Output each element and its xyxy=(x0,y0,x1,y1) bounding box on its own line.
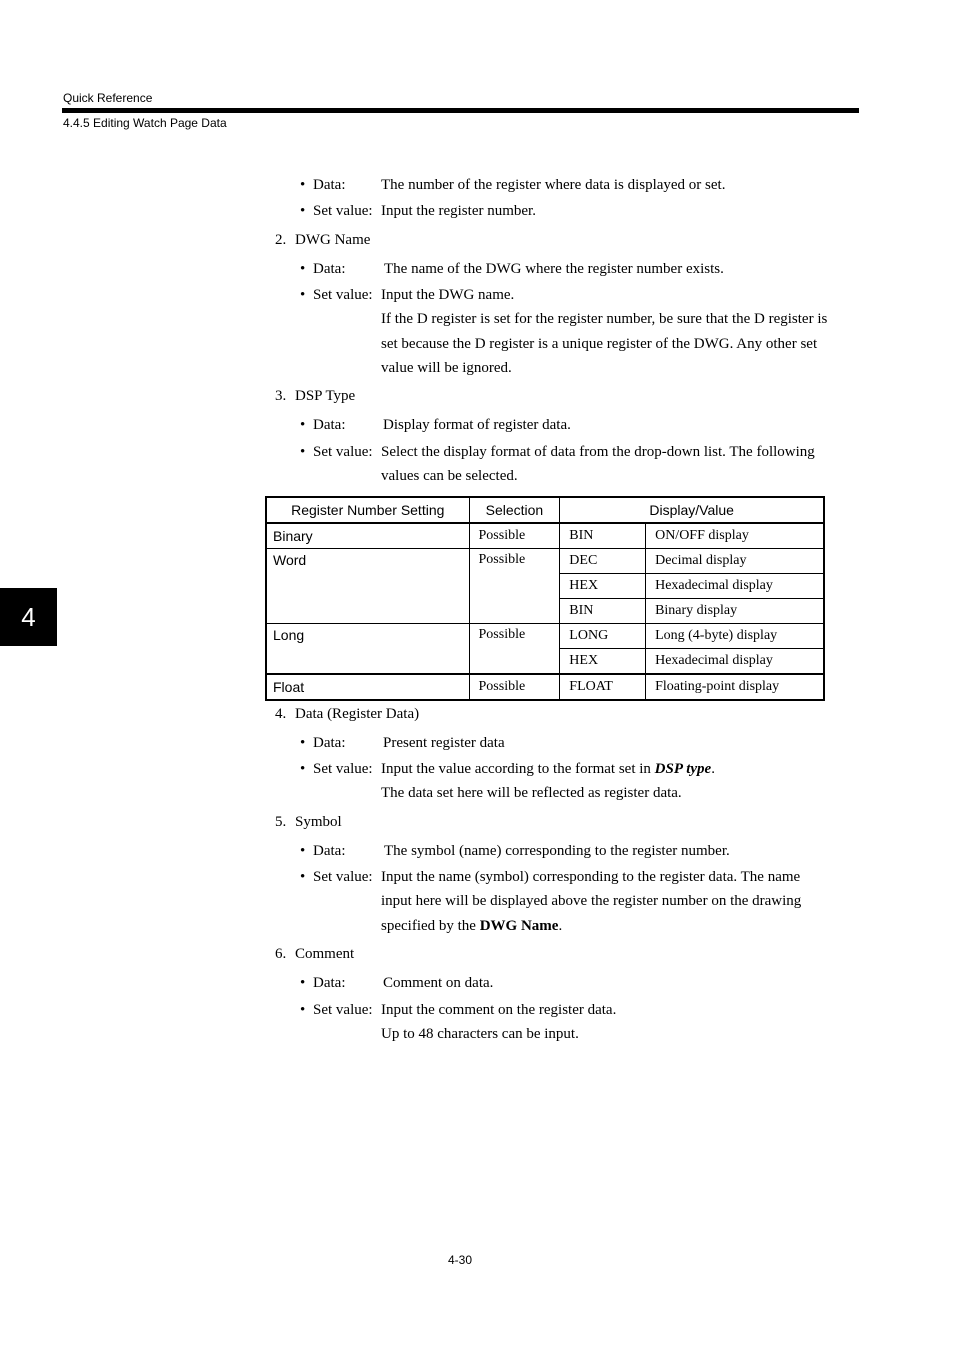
table-row xyxy=(266,523,824,549)
data-label: Data: xyxy=(313,735,346,751)
dsp-type-table xyxy=(265,496,825,701)
table-row xyxy=(266,674,824,700)
table-cell-display: Floating-point display xyxy=(646,674,824,700)
dwg-name-emphasis: DWG Name xyxy=(479,918,559,934)
data-text: Present register data xyxy=(383,735,505,751)
data-label: Data: xyxy=(313,177,346,193)
bullet: • xyxy=(300,417,306,433)
bullet: • xyxy=(300,287,306,303)
data-text: Display format of register data. xyxy=(383,417,571,433)
data-text: The symbol (name) corresponding to the register number. xyxy=(384,843,730,859)
table-cell-setting: Word xyxy=(266,549,469,624)
item-title: Data (Register Data) xyxy=(295,706,420,722)
data-label: Data: xyxy=(313,975,346,991)
bullet: • xyxy=(300,735,306,751)
item-number: 6. xyxy=(275,946,287,962)
item-title: Symbol xyxy=(295,814,342,830)
set-label: Set value: xyxy=(313,203,373,219)
bullet: • xyxy=(300,444,306,460)
table-cell-display: Long (4-byte) display xyxy=(646,624,824,649)
bullet: • xyxy=(300,203,306,219)
header-section: 4.4.5 Editing Watch Page Data xyxy=(63,116,227,130)
item-title: DSP Type xyxy=(295,388,356,404)
item-title: DWG Name xyxy=(295,232,371,248)
table-cell-selection: Possible xyxy=(469,624,560,675)
table-row xyxy=(266,549,824,574)
bullet: • xyxy=(300,177,306,193)
set-text-post: . xyxy=(558,918,563,934)
table-cell-code: BIN xyxy=(560,523,646,549)
data-label: Data: xyxy=(313,843,346,859)
set-text: Select the display format of data from the drop-down list. The following xyxy=(381,444,815,460)
set-text-pre: Input the value according to the format set in xyxy=(381,761,655,777)
bullet: • xyxy=(300,869,306,885)
note-line: If the D register is set for the register number, be sure that the D register is xyxy=(381,311,828,327)
note-line: set because the D register is a unique register of the DWG. Any other set xyxy=(381,336,818,352)
set-text: Input the DWG name. xyxy=(381,287,515,303)
table-cell-display: Binary display xyxy=(646,599,824,624)
set-text xyxy=(381,917,562,935)
bullet: • xyxy=(300,261,306,277)
set-text-pre: specified by the xyxy=(381,918,480,934)
set-label: Set value: xyxy=(313,444,373,460)
table-header: Display/Value xyxy=(560,497,824,523)
table-header-row xyxy=(266,497,824,523)
data-label: Data: xyxy=(313,261,346,277)
header-title: Quick Reference xyxy=(63,91,153,105)
table-cell-setting: Binary xyxy=(266,523,469,549)
table-cell-code: BIN xyxy=(560,599,646,624)
table-cell-selection: Possible xyxy=(469,549,560,624)
set-text-post: . xyxy=(711,761,715,777)
bullet: • xyxy=(300,975,306,991)
data-label: Data: xyxy=(313,417,346,433)
set-text: values can be selected. xyxy=(381,468,518,484)
dsp-type-emphasis: DSP type xyxy=(654,761,712,777)
set-label: Set value: xyxy=(313,869,373,885)
page-number: 4-30 xyxy=(448,1253,473,1267)
set-text: Input the comment on the register data. xyxy=(381,1002,617,1018)
item-number: 4. xyxy=(275,706,287,722)
table-cell-code: HEX xyxy=(560,574,646,599)
note-line: Up to 48 characters can be input. xyxy=(381,1026,579,1042)
table-row xyxy=(266,624,824,649)
set-label: Set value: xyxy=(313,1002,373,1018)
table-cell-code: DEC xyxy=(560,549,646,574)
table-cell-selection: Possible xyxy=(469,523,560,549)
set-label: Set value: xyxy=(313,287,373,303)
table-cell-display: Hexadecimal display xyxy=(646,574,824,599)
table-cell-display: Decimal display xyxy=(646,549,824,574)
note-line: The data set here will be reflected as register data. xyxy=(381,785,682,801)
table-cell-display: Hexadecimal display xyxy=(646,649,824,675)
data-text: The name of the DWG where the register number exists. xyxy=(384,261,724,277)
note-line: value will be ignored. xyxy=(381,360,512,376)
table-cell-code: HEX xyxy=(560,649,646,675)
set-label: Set value: xyxy=(313,761,373,777)
item-number: 2. xyxy=(275,232,287,248)
item-title: Comment xyxy=(295,946,355,962)
table-header: Selection xyxy=(469,497,560,523)
set-text: Input the name (symbol) corresponding to the register data. The name xyxy=(381,869,801,885)
table-cell-code: LONG xyxy=(560,624,646,649)
data-text: The number of the register where data is displayed or set. xyxy=(381,177,726,193)
bullet: • xyxy=(300,843,306,859)
table-header: Register Number Setting xyxy=(266,497,469,523)
table-cell-display: ON/OFF display xyxy=(646,523,824,549)
table-cell-setting: Long xyxy=(266,624,469,675)
item-number: 3. xyxy=(275,388,287,404)
bullet: • xyxy=(300,761,306,777)
bullet: • xyxy=(300,1002,306,1018)
set-text: input here will be displayed above the register number on the drawing xyxy=(381,893,802,909)
data-text: Comment on data. xyxy=(383,975,494,991)
table-cell-selection: Possible xyxy=(469,674,560,700)
set-text: Input the register number. xyxy=(381,203,536,219)
header-rule xyxy=(62,108,859,113)
set-text xyxy=(381,760,715,778)
table-cell-setting: Float xyxy=(266,674,469,700)
chapter-tab: 4 xyxy=(0,588,57,646)
table-cell-code: FLOAT xyxy=(560,674,646,700)
item-number: 5. xyxy=(275,814,287,830)
